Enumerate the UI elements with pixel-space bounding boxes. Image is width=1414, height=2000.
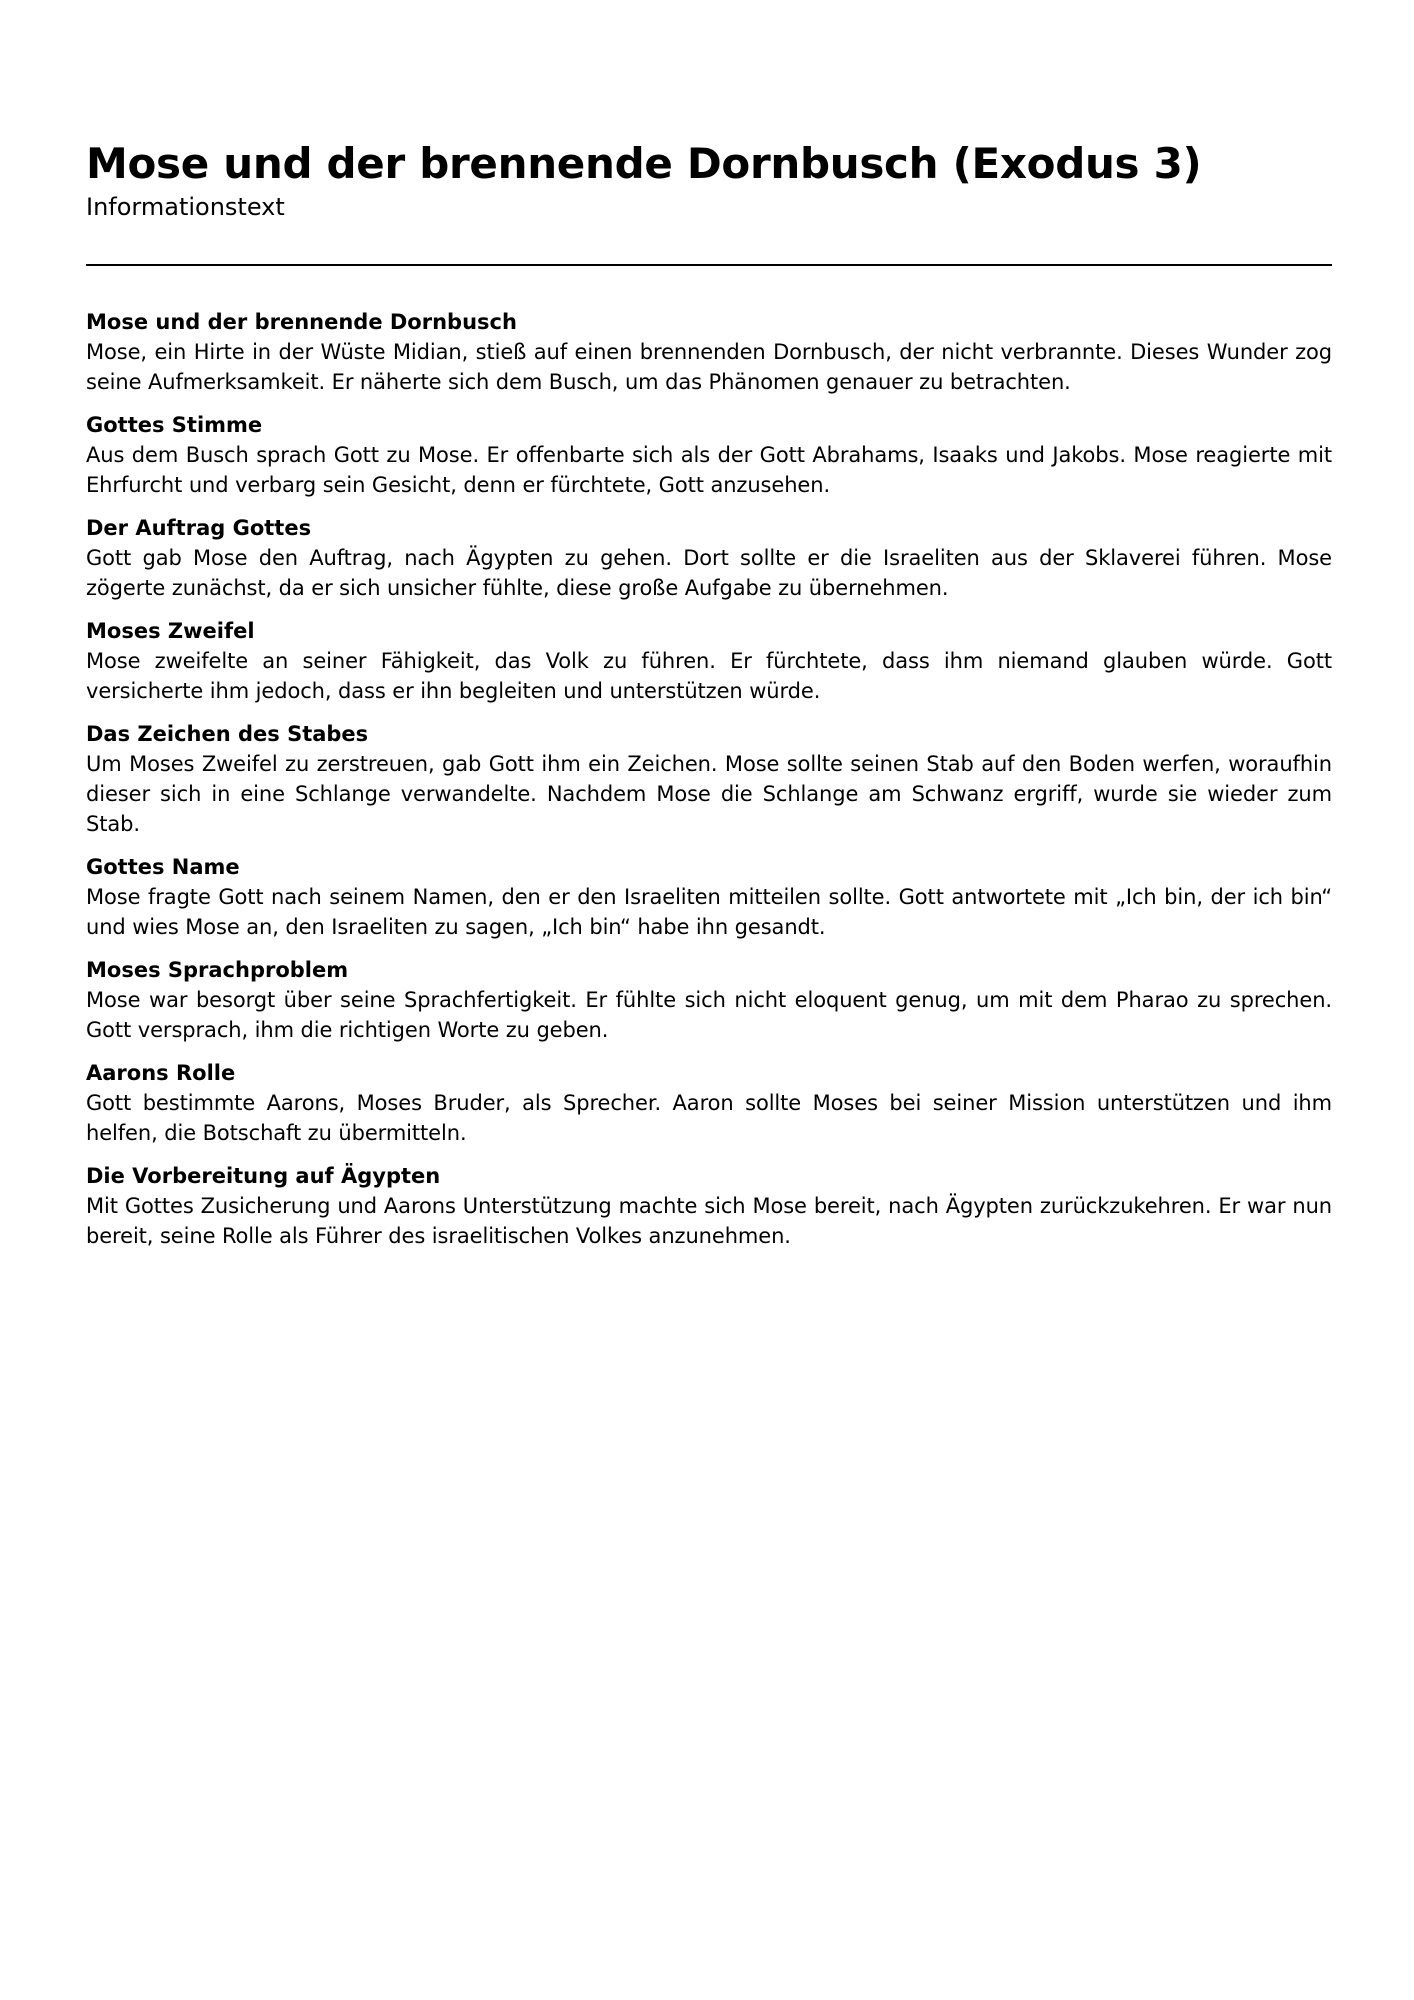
sections-list <box>86 308 1332 1251</box>
section-body: Um Moses Zweifel zu zerstreuen, gab Gott ihm ein Zeichen. Mose sollte seinen Stab auf den Boden werfen, woraufhin dieser sich in eine Schlange verwandelte. Nachdem Mose die Schlange am Schwanz ergriff, wurde sie wieder zum Stab. <box>86 752 1332 836</box>
section-body: Mose fragte Gott nach seinem Namen, den er den Israeliten mitteilen sollte. Gott antwortete mit „Ich bin, der ich bin“ und wies Mose an, den Israeliten zu sagen, „Ich bin“ habe ihn gesandt. <box>86 885 1332 939</box>
section-heading: Gottes Name <box>86 855 240 879</box>
section-heading: Mose und der brennende Dornbusch <box>86 310 517 334</box>
document-page <box>86 138 1332 1265</box>
header-divider <box>86 264 1332 266</box>
section-heading: Moses Zweifel <box>86 619 255 643</box>
document-title: Mose und der brennende Dornbusch (Exodus 3) <box>86 139 1202 188</box>
section-gods-voice <box>86 411 1332 500</box>
section-body: Gott bestimmte Aarons, Moses Bruder, als Sprecher. Aaron sollte Moses bei seiner Mission unterstützen und ihm helfen, die Botschaft zu übermitteln. <box>86 1091 1332 1145</box>
section-body: Mose war besorgt über seine Sprachfertigkeit. Er fühlte sich nicht eloquent genug, um mit dem Pharao zu sprechen. Gott versprach, ihm die richtigen Worte zu geben. <box>86 988 1332 1042</box>
section-moses-doubt <box>86 617 1332 706</box>
section-heading: Gottes Stimme <box>86 413 263 437</box>
section-staff-sign <box>86 720 1332 839</box>
section-burning-bush <box>86 308 1332 397</box>
section-body: Mose zweifelte an seiner Fähigkeit, das Volk zu führen. Er fürchtete, dass ihm niemand glauben würde. Gott versicherte ihm jedoch, dass er ihn begleiten und unterstützen würde. <box>86 649 1332 703</box>
section-body: Gott gab Mose den Auftrag, nach Ägypten zu gehen. Dort sollte er die Israeliten aus der Sklaverei führen. Mose zögerte zunächst, da er sich unsicher fühlte, diese große Aufgabe zu übernehmen. <box>86 546 1332 600</box>
section-speech-problem <box>86 956 1332 1045</box>
section-body: Mose, ein Hirte in der Wüste Midian, stieß auf einen brennenden Dornbusch, der nicht verbrannte. Dieses Wunder zog seine Aufmerksamkeit. Er näherte sich dem Busch, um das Phänomen genauer zu betrachten. <box>86 340 1332 394</box>
section-heading: Aarons Rolle <box>86 1061 236 1085</box>
section-heading: Moses Sprachproblem <box>86 958 349 982</box>
section-heading: Der Auftrag Gottes <box>86 516 312 540</box>
document-subtitle: Informationstext <box>86 193 285 221</box>
section-preparation-egypt <box>86 1162 1332 1251</box>
section-aarons-role <box>86 1059 1332 1148</box>
section-heading: Das Zeichen des Stabes <box>86 722 369 746</box>
section-gods-mission <box>86 514 1332 603</box>
section-body: Aus dem Busch sprach Gott zu Mose. Er offenbarte sich als der Gott Abrahams, Isaaks und Jakobs. Mose reagierte mit Ehrfurcht und verbarg sein Gesicht, denn er fürchtete, Gott anzusehen. <box>86 443 1332 497</box>
section-heading: Die Vorbereitung auf Ägypten <box>86 1164 441 1188</box>
section-body: Mit Gottes Zusicherung und Aarons Unterstützung machte sich Mose bereit, nach Ägypten zurückzukehren. Er war nun bereit, seine Rolle als Führer des israelitischen Volkes anzunehmen. <box>86 1194 1332 1248</box>
section-gods-name <box>86 853 1332 942</box>
